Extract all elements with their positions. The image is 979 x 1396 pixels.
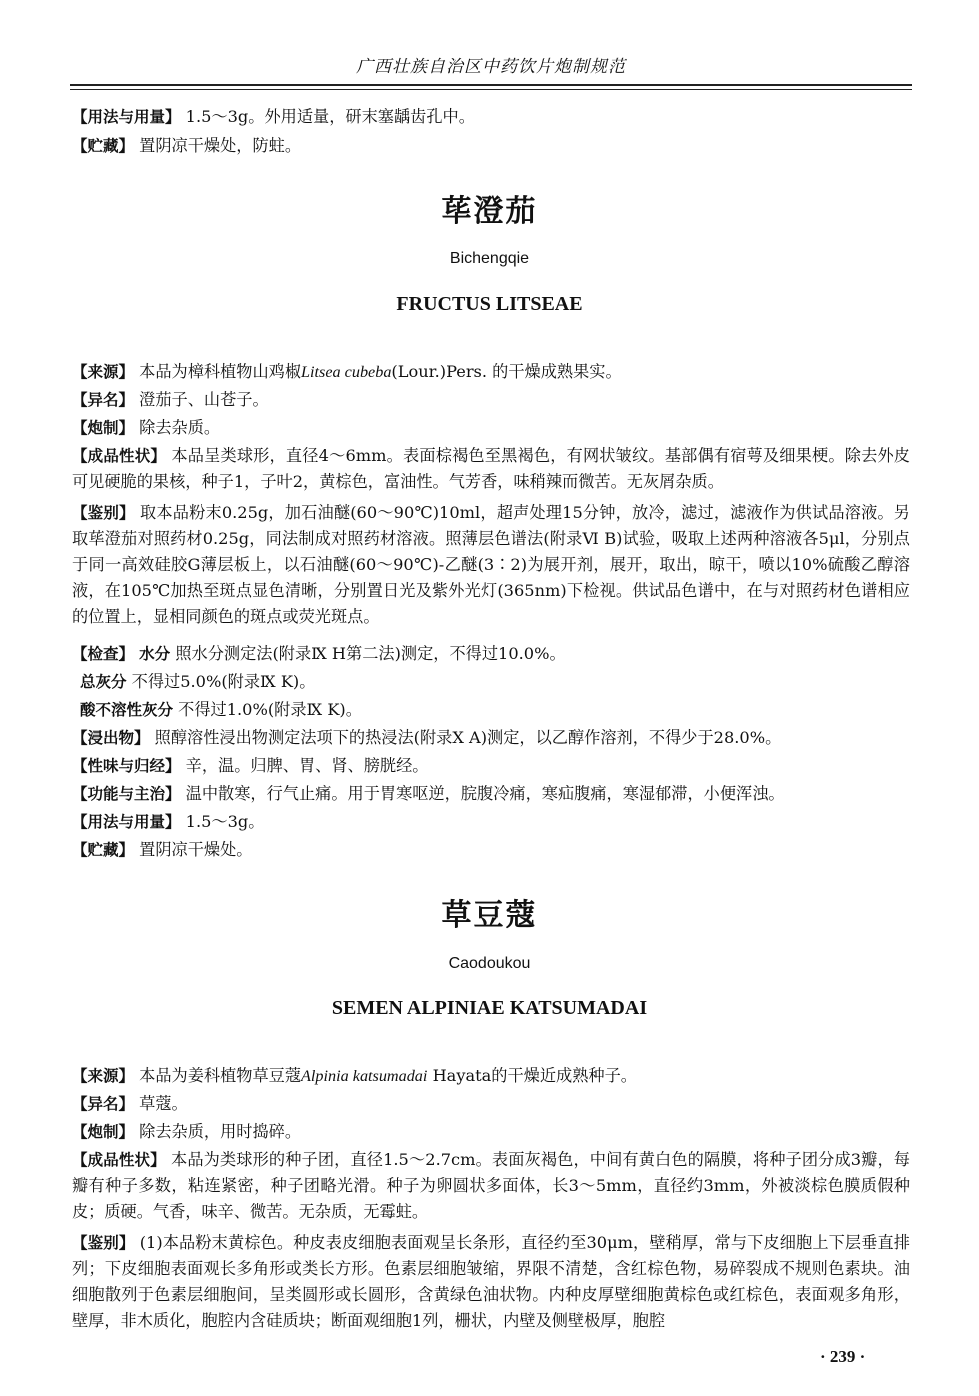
function-label: 【功能与主治】 bbox=[72, 785, 181, 803]
acid-ash-label: 酸不溶性灰分 bbox=[80, 701, 174, 719]
usage-line bbox=[72, 809, 910, 835]
ash-label: 总灰分 bbox=[80, 673, 127, 691]
alias-line bbox=[72, 387, 910, 413]
alias-text: 澄茄子、山苍子。 bbox=[139, 390, 269, 409]
properties-paragraph bbox=[72, 1147, 910, 1225]
total-ash-line bbox=[80, 669, 910, 695]
source-text: 本品为樟科植物山鸡椒 bbox=[139, 362, 302, 381]
storage-line bbox=[72, 837, 910, 863]
processing-line bbox=[72, 415, 910, 441]
header-rule-thin bbox=[70, 89, 912, 90]
species-latin: Alpinia katsumadai bbox=[301, 1067, 428, 1085]
check-water-line bbox=[72, 641, 910, 667]
identification-label: 【鉴别】 bbox=[72, 1234, 135, 1252]
water-label: 水分 bbox=[139, 645, 171, 663]
water-text: 照水分测定法(附录Ⅸ H第二法)测定，不得过10.0%。 bbox=[175, 644, 566, 663]
processing-text: 除去杂质。 bbox=[139, 418, 221, 437]
source-line bbox=[72, 359, 910, 385]
identification-paragraph bbox=[72, 1230, 910, 1342]
alias-line bbox=[72, 1091, 910, 1117]
properties-text: 本品呈类球形，直径4～6mm。表面棕褐色至黑褐色，有网状皱纹。基部偶有宿萼及细果梗。除去外皮可见硬脆的果核，种子1，子叶2，黄棕色，富油性。气芳香，味稍辣而微苦。无灰屑杂质。 bbox=[72, 446, 910, 491]
function-text: 温中散寒，行气止痛。用于胃寒呕逆，脘腹冷痛，寒疝腹痛，寒湿郁滞，小便浑浊。 bbox=[185, 784, 785, 803]
nature-line bbox=[72, 753, 910, 779]
properties-label: 【成品性状】 bbox=[72, 1151, 166, 1169]
processing-text: 除去杂质，用时捣碎。 bbox=[139, 1122, 302, 1141]
extract-line bbox=[72, 725, 910, 751]
extract-label: 【浸出物】 bbox=[72, 729, 150, 747]
species-latin: Litsea cubeba bbox=[301, 363, 392, 381]
storage-line-prev bbox=[72, 133, 910, 159]
extract-text: 照醇溶性浸出物测定法项下的热浸法(附录Ⅹ A)测定，以乙醇作溶剂，不得少于28.0%。 bbox=[154, 728, 782, 747]
source-text: 本品为姜科植物草豆蔻 bbox=[139, 1066, 302, 1085]
usage-label: 【用法与用量】 bbox=[72, 813, 181, 831]
source-line bbox=[72, 1063, 910, 1089]
entry-title-cn: 荜澄茄 bbox=[441, 194, 538, 229]
processing-line bbox=[72, 1119, 910, 1145]
nature-label: 【性味与归经】 bbox=[72, 757, 181, 775]
entry-title-latin: SEMEN ALPINIAE KATSUMADAI bbox=[331, 997, 648, 1019]
page-number: · 239 · bbox=[820, 1347, 866, 1366]
running-header: 广西壮族自治区中药饮片炮制规范 bbox=[356, 57, 626, 77]
usage-text: 1.5～3g。 bbox=[185, 812, 265, 831]
processing-label: 【炮制】 bbox=[72, 419, 135, 437]
alias-label: 【异名】 bbox=[72, 391, 135, 409]
usage-text: 1.5～3g。外用适量，研末塞龋齿孔中。 bbox=[185, 107, 475, 126]
entry-title-cn: 草豆蔻 bbox=[441, 898, 538, 933]
ash-text: 不得过5.0%(附录Ⅸ K)。 bbox=[131, 672, 316, 691]
alias-text: 草蔻。 bbox=[139, 1094, 188, 1113]
usage-line-prev bbox=[72, 104, 910, 130]
alias-label: 【异名】 bbox=[72, 1095, 135, 1113]
identification-text: 取本品粉末0.25g，加石油醚(60～90℃)10ml，超声处理15分钟，放冷，滤过，滤液作为供试品溶液。另取荜澄茄对照药材0.25g，同法制成对照药材溶液。照薄层色谱法(附录Ⅵ B)试验，吸取上述两种溶液各5μl，分别点于同一高效硅胶G薄层板上，以石油醚(60～90℃)-乙醚(3∶2)为展开剂，展开，取出，晾干，喷以10%硫酸乙醇溶液，在105℃加热至斑点显色清晰，分别置日光及紫外光灯(365nm)下检视。供试品色谱中，在与对照药材色谱相应的位置上，显相同颜色的斑点或荧光斑点。 bbox=[72, 503, 910, 626]
nature-text: 辛，温。归脾、胃、肾、膀胱经。 bbox=[185, 756, 429, 775]
source-label: 【来源】 bbox=[72, 363, 135, 381]
entry-title-pinyin: Caodoukou bbox=[448, 955, 531, 972]
acid-ash-text: 不得过1.0%(附录Ⅸ K)。 bbox=[178, 700, 362, 719]
identification-text: (1)本品粉末黄棕色。种皮表皮细胞表面观呈长条形，直径约至30μm，壁稍厚，常与下皮细胞上下层垂直排列；下皮细胞表面观长多角形或类长方形。色素层细胞皱缩，界限不清楚，含红棕色物，易碎裂成不规则色素块。油细胞散列于色素层细胞间，呈类圆形或长圆形，含黄绿色油状物。内种皮厚壁细胞黄棕色或红棕色，表面观多角形，壁厚，非木质化，胞腔内含硅质块；断面观细胞1列，栅状，内壁及侧壁极厚，胞腔 bbox=[72, 1233, 910, 1330]
check-label: 【检查】 bbox=[72, 645, 135, 663]
storage-label: 【贮藏】 bbox=[72, 841, 135, 859]
source-author: (Lour.)Pers. 的干燥成熟果实。 bbox=[391, 362, 622, 381]
properties-text: 本品为类球形的种子团，直径1.5～2.7cm。表面灰褐色，中间有黄白色的隔膜，将种子团分成3瓣，每瓣有种子多数，粘连紧密，种子团略光滑。种子为卵圆状多面体，长3～5mm，直径约3mm，外被淡棕色膜质假种皮；质硬。气香，味辛、微苦。无杂质，无霉蛀。 bbox=[72, 1150, 910, 1221]
storage-text: 置阴凉干燥处。 bbox=[139, 840, 253, 859]
function-line bbox=[72, 781, 910, 807]
properties-label: 【成品性状】 bbox=[72, 447, 167, 465]
storage-text: 置阴凉干燥处，防蛀。 bbox=[139, 136, 302, 155]
header-rule bbox=[70, 84, 912, 86]
identification-paragraph bbox=[72, 500, 910, 630]
processing-label: 【炮制】 bbox=[72, 1123, 135, 1141]
properties-paragraph bbox=[72, 443, 910, 495]
usage-label: 【用法与用量】 bbox=[72, 108, 181, 126]
source-label: 【来源】 bbox=[72, 1067, 135, 1085]
entry-title-pinyin: Bichengqie bbox=[449, 250, 530, 267]
identification-label: 【鉴别】 bbox=[72, 504, 135, 522]
entry-title-latin: FRUCTUS LITSEAE bbox=[396, 293, 583, 315]
source-author: Hayata的干燥近成熟种子。 bbox=[432, 1066, 637, 1085]
storage-label: 【贮藏】 bbox=[72, 137, 135, 155]
acid-ash-line bbox=[80, 697, 910, 723]
